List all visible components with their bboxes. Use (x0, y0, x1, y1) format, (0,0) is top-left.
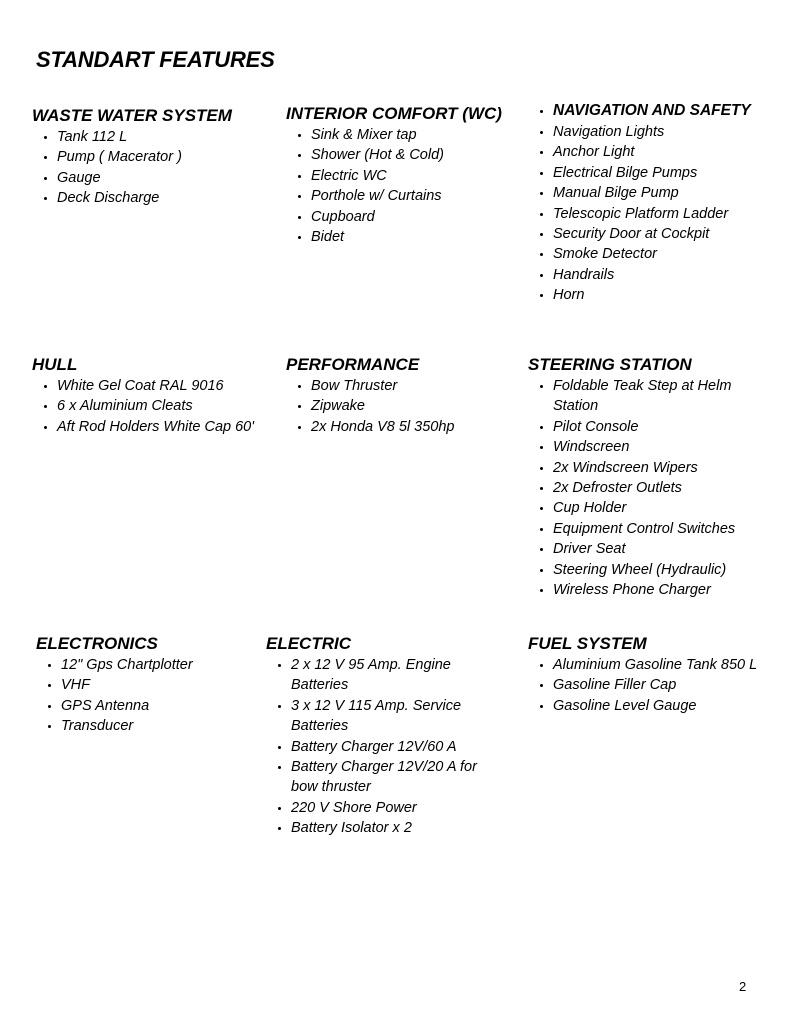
list-item: Foldable Teak Step at Helm Station (528, 376, 758, 417)
list-item: Aluminium Gasoline Tank 850 L (528, 655, 786, 675)
list-item: Manual Bilge Pump (528, 183, 778, 203)
section-heading: STEERING STATION (528, 355, 692, 374)
feature-list (266, 655, 492, 839)
section-fuel-system (528, 634, 786, 716)
list-item: 3 x 12 V 115 Amp. Service Batteries (266, 696, 492, 737)
list-item: Pilot Console (528, 417, 758, 437)
feature-list (286, 125, 521, 247)
list-item: White Gel Coat RAL 9016 (32, 376, 277, 396)
list-item: Handrails (528, 265, 778, 285)
section-heading: HULL (32, 355, 78, 374)
list-item: Deck Discharge (32, 188, 272, 208)
list-item: Anchor Light (528, 142, 778, 162)
list-item: Sink & Mixer tap (286, 125, 521, 145)
section-heading: ELECTRIC (266, 634, 351, 653)
list-item: VHF (36, 675, 256, 695)
list-item: 2 x 12 V 95 Amp. Engine Batteries (266, 655, 492, 696)
list-item: 2x Defroster Outlets (528, 478, 758, 498)
list-item: Tank 112 L (32, 127, 272, 147)
list-item: 6 x Aluminium Cleats (32, 396, 277, 416)
list-item: Zipwake (286, 396, 516, 416)
list-item: Shower (Hot & Cold) (286, 145, 521, 165)
section-navigation-and-safety (528, 101, 778, 306)
page-title: STANDART FEATURES (36, 47, 275, 72)
feature-list (286, 376, 516, 437)
list-item: Bow Thruster (286, 376, 516, 396)
list-item: Navigation Lights (528, 122, 778, 142)
list-item: Steering Wheel (Hydraulic) (528, 560, 758, 580)
list-item: Smoke Detector (528, 244, 778, 264)
list-item: Cup Holder (528, 498, 758, 518)
list-item: 12" Gps Chartplotter (36, 655, 256, 675)
list-item: Security Door at Cockpit (528, 224, 778, 244)
section-steering-station (528, 355, 758, 600)
list-item: Bidet (286, 227, 521, 247)
list-item: Wireless Phone Charger (528, 580, 758, 600)
list-item: Battery Charger 12V/20 A for bow thruster (266, 757, 492, 798)
section-heading: ELECTRONICS (36, 634, 158, 653)
list-item: Battery Charger 12V/60 A (266, 737, 492, 757)
feature-list (32, 376, 277, 437)
feature-list (36, 655, 256, 737)
list-item: Cupboard (286, 207, 521, 227)
list-item: Gasoline Filler Cap (528, 675, 786, 695)
feature-list (32, 127, 272, 209)
list-item: 220 V Shore Power (266, 798, 492, 818)
list-item: Gasoline Level Gauge (528, 696, 786, 716)
section-heading: WASTE WATER SYSTEM (32, 106, 232, 125)
feature-list (528, 655, 786, 716)
list-item: Gauge (32, 168, 272, 188)
section-hull (32, 355, 277, 437)
list-item: 2x Windscreen Wipers (528, 458, 758, 478)
list-item: 2x Honda V8 5l 350hp (286, 417, 516, 437)
list-item: Transducer (36, 716, 256, 736)
section-interior-comfort (286, 104, 521, 247)
list-item: Aft Rod Holders White Cap 60' (32, 417, 277, 437)
page-number: 2 (739, 979, 747, 994)
list-item: Horn (528, 285, 778, 305)
section-heading: FUEL SYSTEM (528, 634, 647, 653)
list-item: Battery Isolator x 2 (266, 818, 492, 838)
section-electronics (36, 634, 256, 737)
section-heading: NAVIGATION AND SAFETY (528, 101, 778, 121)
list-item: GPS Antenna (36, 696, 256, 716)
feature-list (528, 122, 778, 306)
list-item: Telescopic Platform Ladder (528, 204, 778, 224)
section-electric (266, 634, 492, 839)
list-item: Driver Seat (528, 539, 758, 559)
list-item: Electrical Bilge Pumps (528, 163, 778, 183)
section-waste-water-system (32, 106, 272, 209)
feature-list (528, 376, 758, 600)
list-item: Equipment Control Switches (528, 519, 758, 539)
section-performance (286, 355, 516, 437)
list-item: Pump ( Macerator ) (32, 147, 272, 167)
list-item: Electric WC (286, 166, 521, 186)
list-item: Windscreen (528, 437, 758, 457)
section-heading: INTERIOR COMFORT (WC) (286, 104, 502, 123)
section-heading: PERFORMANCE (286, 355, 420, 374)
list-item: Porthole w/ Curtains (286, 186, 521, 206)
